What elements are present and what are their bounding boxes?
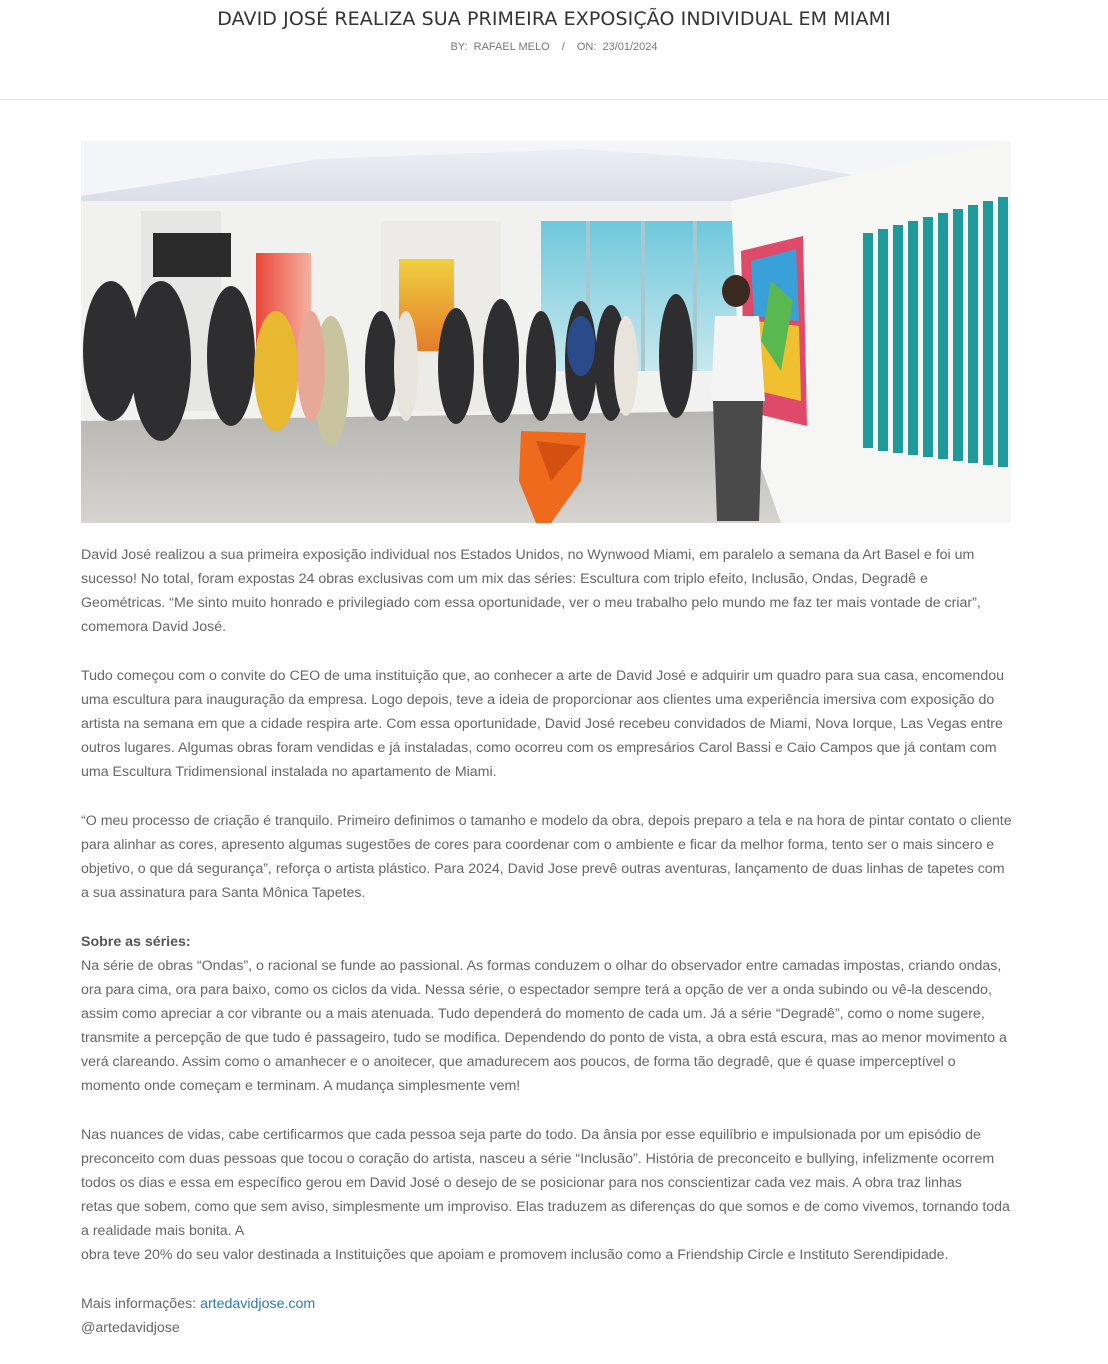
more-info-label: Mais informações:	[81, 1296, 201, 1312]
series-section	[81, 930, 1016, 1098]
social-handle: @artedavidjose	[81, 1320, 180, 1336]
by-label: BY:	[450, 41, 468, 53]
article-meta	[0, 40, 1108, 54]
paragraph-series: Na série de obras “Ondas”, o racional se funde ao passional. As formas conduzem o olhar do observador entre camadas impostas, criando ondas, ora para cima, ora para baixo, como os ciclos da vida. Nessa série, o espectador sempre terá a opção de ver a onda subindo ou vê-la descendo, assim como apreciar a cor vibrante ou a mais atenuada. Tudo dependerá do momento de cada um. Já a série “Degradê”, como o nome sugere, transmite a percepção de que tudo é passageiro, tudo se modifica. Dependendo do ponto de vista, a obra está escura, mas ao menor movimento a verá clareando. Assim como o amanhecer e o anoitecer, que amadurecem aos poucos, de forma tão degradê, que é quase imperceptível o momento onde começam e terminam. A mudança simplesmente vem!	[81, 958, 1007, 1094]
gallery-photo-icon	[81, 141, 1011, 523]
website-link[interactable]: artedavidjose.com	[200, 1296, 316, 1312]
paragraph-inclusion-b: retas que sobem, como que sem aviso, simplesmente um improviso. Elas traduzem as diferenças do que somos e de como vivemos, tornando toda a realidade mais bonita. A	[81, 1199, 1010, 1239]
paragraph-intro: David José realizou a sua primeira exposição individual nos Estados Unidos, no Wynwood Miami, em paralelo a semana da Art Basel e foi um sucesso! No total, foram expostas 24 obras exclusivas com um mix das séries: Escultura com triplo efeito, Inclusão, Ondas, Degradê e Geométricas. “Me sinto muito honrado e privilegiado com essa oportunidade, ver o meu trabalho pelo mundo me faz ter mais vontade de criar”, comemora David José.	[81, 547, 981, 635]
article-body	[81, 543, 1016, 1340]
paragraph-inclusion-a: Nas nuances de vidas, cabe certificarmos que cada pessoa seja parte do todo. Da ânsia por esse equilíbrio e impulsionada por um episódio de preconceito com duas pessoas que tocou o coração do artista, nasceu a série “Inclusão”. História de preconceito e bullying, infelizmente ocorrem todos os dias e essa em específico gerou em David José o desejo de se posicionar para nos conscientizar cada vez mais. A obra traz linhas	[81, 1127, 995, 1191]
series-heading: Sobre as séries:	[81, 934, 191, 950]
meta-separator: /	[561, 41, 565, 53]
paragraph-origin: Tudo começou com o convite do CEO de uma instituição que, ao conhecer a arte de David José e adquirir um quadro para sua casa, encomendou uma escultura para inauguração da empresa. Logo depois, teve a ideia de proporcionar aos clientes uma experiência imersiva com exposição do artista na semana em que a cidade respira arte. Com essa oportunidade, David José recebeu convidados de Miami, Nova Iorque, Las Vegas entre outros lugares. Algumas obras foram vendidas e já instaladas, como ocorreu com os empresários Carol Bassi e Caio Campos que já contam com uma Escultura Tridimensional instalada no apartamento de Miami.	[81, 668, 1004, 780]
author-name[interactable]: RAFAEL MELO	[473, 41, 550, 53]
article-header	[0, 0, 1108, 100]
more-info	[81, 1292, 1016, 1316]
article-title: DAVID JOSÉ REALIZA SUA PRIMEIRA EXPOSIÇÃO INDIVIDUAL EM MIAMI	[217, 8, 891, 30]
hero-image	[81, 141, 1011, 523]
inclusion-section	[81, 1123, 1016, 1267]
paragraph-inclusion-c: obra teve 20% do seu valor destinada a Instituições que apoiam e promovem inclusão como a Friendship Circle e Instituto Serendipidade.	[81, 1247, 949, 1263]
on-label: ON:	[576, 41, 597, 53]
paragraph-process: “O meu processo de criação é tranquilo. Primeiro definimos o tamanho e modelo da obra, depois preparo a tela e na hora de pintar contato o cliente para alinhar as cores, apresento algumas sugestões de cores para coordenar com o ambiente e ficar da melhor forma, tento ser o mais sincero e objetivo, o que dá segurança”, reforça o artista plástico. Para 2024, David Jose prevê outras aventuras, lançamento de duas linhas de tapetes com a sua assinatura para Santa Mônica Tapetes.	[81, 813, 1012, 901]
publish-date: 23/01/2024	[602, 41, 658, 53]
